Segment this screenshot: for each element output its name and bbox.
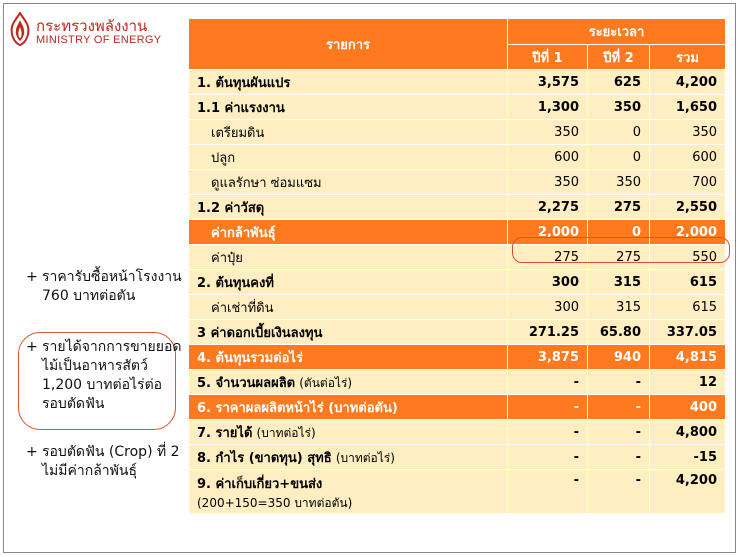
row-label-unit: (200+150=350 บาทต่อตัน) [197,496,353,510]
cell-year2: 0 [588,120,650,145]
table-row [189,170,726,195]
row-label: 1.2 ค่าวัสดุ [189,195,508,220]
cell-total: 337.05 [650,320,726,345]
cell-total: 4,200 [650,470,726,514]
plus-bullet: + [26,339,38,355]
row-label-cell [189,370,508,395]
cell-year1: 2,000 [508,220,588,245]
cell-year2: 0 [588,145,650,170]
org-name-english: MINISTRY OF ENERGY [36,34,162,46]
note-fodder-income [26,338,186,414]
row-label: ปลูก [189,145,508,170]
header-year2: ปีที่ 2 [588,45,650,70]
row-label: 5. จำนวนผลผลิต [197,375,296,391]
row-label-unit: (บาทต่อไร่) [335,450,395,465]
row-label: 3 ค่าดอกเบี้ยเงินลงทุน [189,320,508,345]
cell-total: 4,200 [650,70,726,95]
table-row-highlight [189,345,726,370]
cell-total: 615 [650,270,726,295]
table-row [189,195,726,220]
note-text: รอบตัดฟัน (Crop) ที่ 2 ไม่มีค่ากล้าพันธุ์ [42,444,180,479]
cell-total: 4,800 [650,420,726,445]
row-label-unit: (ตันต่อไร่) [299,375,353,390]
cell-total: 12 [650,370,726,395]
row-label: 7. รายได้ [197,425,253,441]
row-label: 9. ค่าเก็บเกี่ยว+ขนส่ง [197,477,323,492]
note-text: รายได้จากการขายยอดไม้เป็นอาหารสัตว์ 1,200 บาทต่อไร่ต่อรอบตัดฟัน [42,339,182,412]
cell-total: 2,000 [650,220,726,245]
cell-year2: 350 [588,170,650,195]
table-row [189,470,726,514]
flame-logo-icon [8,12,32,46]
cell-total: 4,815 [650,345,726,370]
cell-year1: 275 [508,245,588,270]
header-period: ระยะเวลา [508,19,726,45]
note-text: ราคารับซื้อหน้าโรงงาน 760 บาทต่อตัน [42,269,182,304]
row-label-cell [189,420,508,445]
table-row [189,445,726,470]
cell-year1: 271.25 [508,320,588,345]
row-label-unit: (บาทต่อไร่) [256,425,316,440]
cell-total: 550 [650,245,726,270]
cell-year1: 3,575 [508,70,588,95]
row-label: 4. ต้นทุนรวมต่อไร่ [189,345,508,370]
row-label: 2. ต้นทุนคงที่ [189,270,508,295]
cell-year2: 0 [588,220,650,245]
cell-year1: 600 [508,145,588,170]
row-label: 1.1 ค่าแรงงาน [189,95,508,120]
row-label-cell [189,445,508,470]
cell-year1: - [508,420,588,445]
cell-year1: - [508,395,588,420]
cell-total: 600 [650,145,726,170]
row-label: เตรียมดิน [189,120,508,145]
cell-year1: 300 [508,295,588,320]
cell-year1: - [508,445,588,470]
cell-year2: 940 [588,345,650,370]
row-label: 6. ราคาผลผลิตหน้าไร่ (บาทต่อตัน) [189,395,508,420]
cell-year1: - [508,370,588,395]
cell-total: 350 [650,120,726,145]
cell-year2: 275 [588,195,650,220]
cell-year1: 3,875 [508,345,588,370]
seed-cost-highlight-outline [512,237,730,263]
cost-table [188,18,726,514]
row-label: ดูแลรักษา ซ่อมแซม [189,170,508,195]
table-row [189,420,726,445]
org-name-thai: กระทรวงพลังงาน [36,17,148,35]
cell-year2: 65.80 [588,320,650,345]
table-row [189,320,726,345]
cell-year1: 1,300 [508,95,588,120]
cell-year2: - [588,370,650,395]
cell-year1: - [508,470,588,514]
plus-bullet: + [26,269,38,285]
table-row [189,70,726,95]
cell-total: 615 [650,295,726,320]
cell-total: 400 [650,395,726,420]
table-row [189,120,726,145]
cell-total: 700 [650,170,726,195]
cell-year2: 315 [588,295,650,320]
row-label: ค่ากล้าพันธุ์ [189,220,508,245]
table-row [189,370,726,395]
table-row [189,270,726,295]
row-label: ค่าปุ๋ย [189,245,508,270]
cell-total: 1,650 [650,95,726,120]
table-row-highlight [189,395,726,420]
note-purchase-price [26,268,186,306]
cell-year2: - [588,420,650,445]
cell-year2: 350 [588,95,650,120]
row-label: ค่าเช่าที่ดิน [189,295,508,320]
cell-year2: 315 [588,270,650,295]
cell-year1: 300 [508,270,588,295]
header-item: รายการ [189,19,508,70]
cell-year1: 350 [508,120,588,145]
header-total: รวม [650,45,726,70]
cell-total: -15 [650,445,726,470]
ministry-logo [8,10,188,50]
plus-bullet: + [26,444,38,460]
cell-year1: 350 [508,170,588,195]
row-label: 8. กำไร (ขาดทุน) สุทธิ [197,450,332,466]
table-row [189,145,726,170]
cell-year2: - [588,395,650,420]
cell-total: 2,550 [650,195,726,220]
table-row [189,95,726,120]
table-row [189,295,726,320]
note-second-crop [26,443,186,481]
cell-year2: - [588,470,650,514]
row-label-cell [189,470,508,514]
cell-year2: 625 [588,70,650,95]
cell-year2: 275 [588,245,650,270]
row-label: 1. ต้นทุนผันแปร [189,70,508,95]
header-year1: ปีที่ 1 [508,45,588,70]
cell-year1: 2,275 [508,195,588,220]
cell-year2: - [588,445,650,470]
